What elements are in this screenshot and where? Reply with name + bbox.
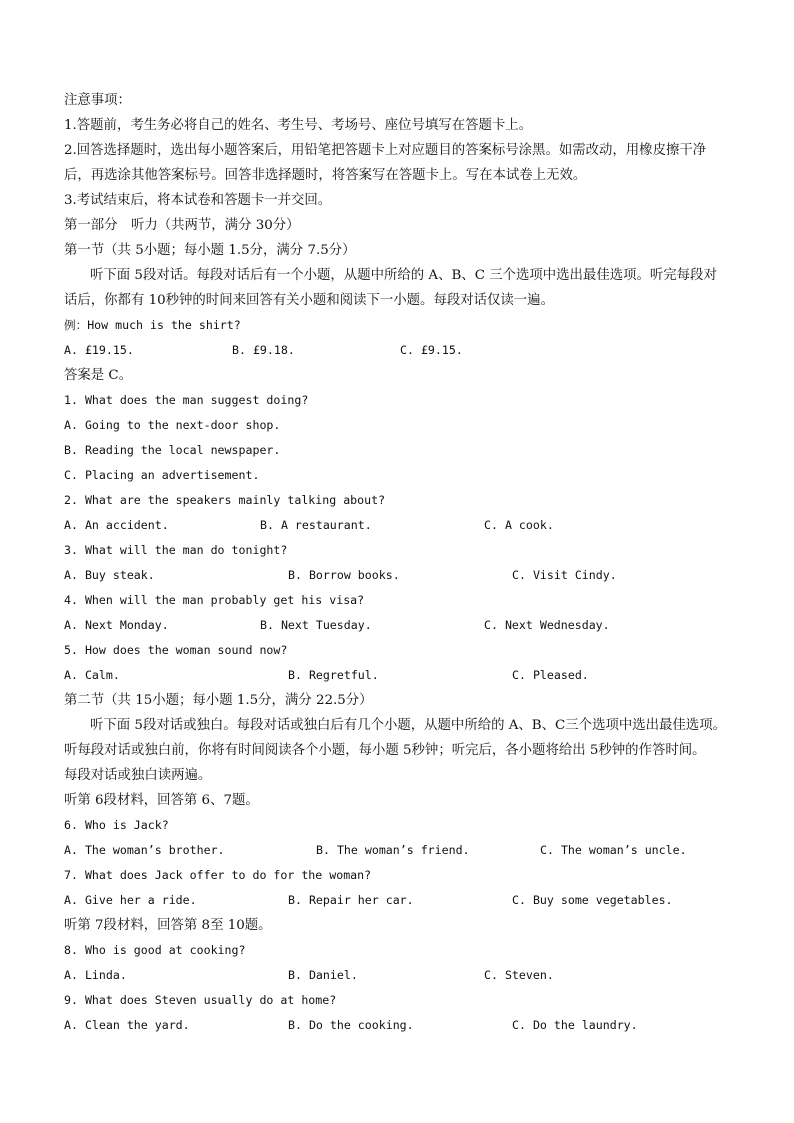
example-option-a: A. £19.15. xyxy=(64,343,134,357)
question-6-option-a: A. The woman’s brother. xyxy=(64,843,225,857)
question-5-option-c: C. Pleased. xyxy=(512,668,589,682)
question-9-option-b: B. Do the cooking. xyxy=(288,1018,414,1032)
question-6: 6. Who is Jack? xyxy=(64,818,169,832)
section2-instruction-1: 听下面 5段对话或独白。每段对话或独白后有几个小题，从题中所给的 A、B、C三个选项中选出最佳选项。 xyxy=(90,718,726,733)
question-7-option-c: C. Buy some vegetables. xyxy=(512,893,673,907)
notice-item-2: 2.回答选择题时，选出每小题答案后，用铅笔把答题卡上对应题目的答案标号涂黑。如需改动，用橡皮擦干净 xyxy=(64,143,707,158)
question-9-option-c: C. Do the laundry. xyxy=(512,1018,638,1032)
question-7: 7. What does Jack offer to do for the woman? xyxy=(64,868,372,882)
notice-title: 注意事项： xyxy=(64,93,131,108)
question-9: 9. What does Steven usually do at home? xyxy=(64,993,337,1007)
question-8-option-a: A. Linda. xyxy=(64,968,127,982)
question-1-option-c: C. Placing an advertisement. xyxy=(64,468,260,482)
example-question: 例：How much is the shirt? xyxy=(64,318,241,332)
example-option-c: C. £9.15. xyxy=(400,343,463,357)
example-option-b: B. £9.18. xyxy=(232,343,295,357)
example-options xyxy=(64,338,744,363)
question-8-option-b: B. Daniel. xyxy=(288,968,358,982)
question-2-options xyxy=(64,513,744,538)
section1-instruction-2: 话后，你都有 10秒钟的时间来回答有关小题和阅读下一小题。每段对话仅读一遍。 xyxy=(64,293,554,308)
question-3-option-b: B. Borrow books. xyxy=(288,568,400,582)
notice-item-1: 1.答题前，考生务必将自己的姓名、考生号、考场号、座位号填写在答题卡上。 xyxy=(64,118,533,133)
question-4-options xyxy=(64,613,744,638)
question-4-option-a: A. Next Monday. xyxy=(64,618,169,632)
notice-item-3: 3.考试结束后，将本试卷和答题卡一并交回。 xyxy=(64,193,332,208)
question-6-options xyxy=(64,838,744,863)
question-9-options xyxy=(64,1013,744,1038)
question-6-option-c: C. The woman’s uncle. xyxy=(540,843,687,857)
question-4-option-c: C. Next Wednesday. xyxy=(484,618,610,632)
material-7-heading: 听第 7段材料，回答第 8至 10题。 xyxy=(64,918,272,933)
question-5-option-b: B. Regretful. xyxy=(288,668,379,682)
question-5: 5. How does the woman sound now? xyxy=(64,643,288,657)
question-1: 1. What does the man suggest doing? xyxy=(64,393,309,407)
question-6-option-b: B. The woman’s friend. xyxy=(316,843,470,857)
question-9-option-a: A. Clean the yard. xyxy=(64,1018,190,1032)
question-8: 8. Who is good at cooking? xyxy=(64,943,246,957)
question-2-option-a: A. An accident. xyxy=(64,518,169,532)
section1-title: 第一节（共 5小题；每小题 1.5分，满分 7.5分） xyxy=(64,243,356,258)
question-1-option-a: A. Going to the next-door shop. xyxy=(64,418,281,432)
question-8-options xyxy=(64,963,744,988)
section1-instruction-1: 听下面 5段对话。每段对话后有一个小题，从题中所给的 A、B、C 三个选项中选出最佳选项。听完每段对 xyxy=(90,268,717,283)
question-7-options xyxy=(64,888,744,913)
section2-title: 第二节（共 15小题；每小题 1.5分，满分 22.5分） xyxy=(64,693,373,708)
question-3-option-c: C. Visit Cindy. xyxy=(512,568,617,582)
part1-title: 第一部分 听力（共两节，满分 30分） xyxy=(64,218,300,233)
notice-item-2-cont: 后，再选涂其他答案标号。回答非选择题时，将答案写在答题卡上。写在本试卷上无效。 xyxy=(64,168,587,183)
question-7-option-b: B. Repair her car. xyxy=(288,893,414,907)
example-answer: 答案是 C。 xyxy=(64,368,133,383)
question-5-option-a: A. Calm. xyxy=(64,668,120,682)
question-1-option-b: B. Reading the local newspaper. xyxy=(64,443,281,457)
question-2-option-b: B. A restaurant. xyxy=(260,518,372,532)
question-2: 2. What are the speakers mainly talking about? xyxy=(64,493,386,507)
exam-page xyxy=(64,88,744,1038)
section2-instruction-3: 每段对话或独白读两遍。 xyxy=(64,768,212,783)
material-6-heading: 听第 6段材料，回答第 6、7题。 xyxy=(64,793,259,808)
question-7-option-a: A. Give her a ride. xyxy=(64,893,197,907)
question-3-options xyxy=(64,563,744,588)
question-4: 4. When will the man probably get his visa? xyxy=(64,593,365,607)
question-5-options xyxy=(64,663,744,688)
section2-instruction-2: 听每段对话或独白前，你将有时间阅读各个小题，每小题 5秒钟；听完后，各小题将给出 5秒钟的作答时间。 xyxy=(64,743,706,758)
question-3: 3. What will the man do tonight? xyxy=(64,543,288,557)
question-2-option-c: C. A cook. xyxy=(484,518,554,532)
question-3-option-a: A. Buy steak. xyxy=(64,568,155,582)
question-8-option-c: C. Steven. xyxy=(484,968,554,982)
question-4-option-b: B. Next Tuesday. xyxy=(260,618,372,632)
